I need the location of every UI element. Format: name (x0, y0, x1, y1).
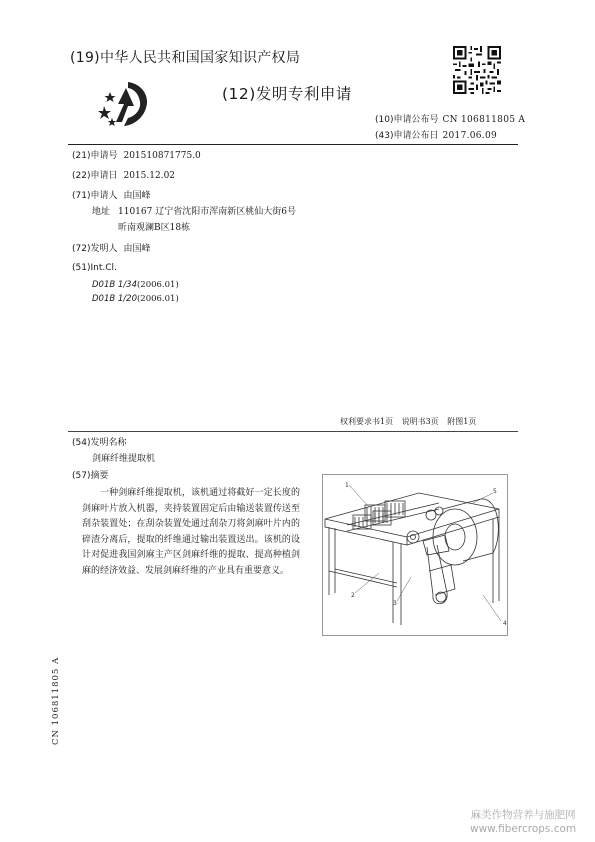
side-publication-number: CN 106811805 A (51, 656, 61, 745)
filing-date: 2015.12.02 (123, 171, 176, 181)
inventor-row (72, 241, 151, 254)
invention-title-label: (54)发明名称 (72, 438, 127, 448)
applicant-name: 由国峰 (123, 191, 151, 201)
header-divider (68, 144, 518, 145)
invention-title: 剑麻纤维提取机 (92, 454, 156, 464)
abstract-label: (57)摘要 (72, 471, 109, 481)
publication-number: CN 106811805 A (442, 115, 526, 125)
figure-label-3: 3 (393, 600, 397, 607)
publication-date-row (375, 128, 497, 141)
watermark-line1: 麻类作物营养与施肥网 (470, 809, 576, 821)
machine-drawing (322, 474, 508, 636)
applicant-label: (71)申请人 (72, 191, 118, 201)
figure-label-2: 2 (351, 592, 355, 599)
application-number-row (72, 148, 201, 161)
application-number: 201510871775.0 (123, 151, 201, 161)
publication-date: 2017.06.09 (442, 131, 498, 141)
watermark-line2: www.fibercrops.com (470, 823, 577, 835)
address-label: 地址 (92, 207, 111, 217)
document-type-title: (12)发明专利申请 (222, 85, 352, 103)
publication-number-label: (10)申请公布号 (375, 115, 439, 125)
pages-divider (68, 431, 518, 432)
publication-number-row (375, 112, 525, 125)
ipc-code: D01B 1/20 (92, 294, 137, 304)
qr-code-icon (453, 46, 501, 94)
filing-date-row (72, 168, 175, 181)
inventor-name: 由国峰 (123, 244, 151, 254)
inventor-label: (72)发明人 (72, 244, 118, 254)
cnipa-logo (98, 78, 154, 130)
publication-date-label: (43)申请公布日 (375, 131, 439, 141)
abstract-text: 一种剑麻纤维提取机，该机通过将截好一定长度的剑麻叶片放入机器，夹持装置固定后由输送装置传送至刮杂装置处；在刮杂装置处通过刮杂刀将剑麻叶片内的碎渣分离后，提取的纤维通过输出装置送出。该机的设计对促进我国剑麻主产区剑麻纤维的提取、提高种植剑麻的经济效益、发展剑麻纤维的产业具有重要意义。 (82, 488, 300, 576)
ipc-date: (2006.01) (136, 280, 179, 290)
ipc-class-1 (92, 280, 179, 290)
ipc-code: D01B 1/34 (92, 280, 137, 290)
watermark (470, 808, 576, 836)
figure-label-1: 1 (345, 482, 349, 489)
application-number-label: (21)申请号 (72, 151, 118, 161)
issuing-office: (19)中华人民共和国国家知识产权局 (70, 50, 301, 66)
applicant-address: 110167 辽宁省沈阳市浑南新区桃仙大街6号昕南观澜B区18栋 (118, 207, 296, 233)
filing-date-label: (22)申请日 (72, 171, 118, 181)
figure-label-5: 5 (493, 488, 497, 495)
figure-label-4: 4 (503, 620, 507, 627)
ipc-class-2 (92, 294, 179, 304)
page-count-info: 权利要求书1页 说明书3页 附图1页 (340, 417, 477, 426)
ipc-date: (2006.01) (136, 294, 179, 304)
applicant-row (72, 188, 151, 201)
int-cl-label: (51)Int.Cl. (72, 263, 117, 273)
